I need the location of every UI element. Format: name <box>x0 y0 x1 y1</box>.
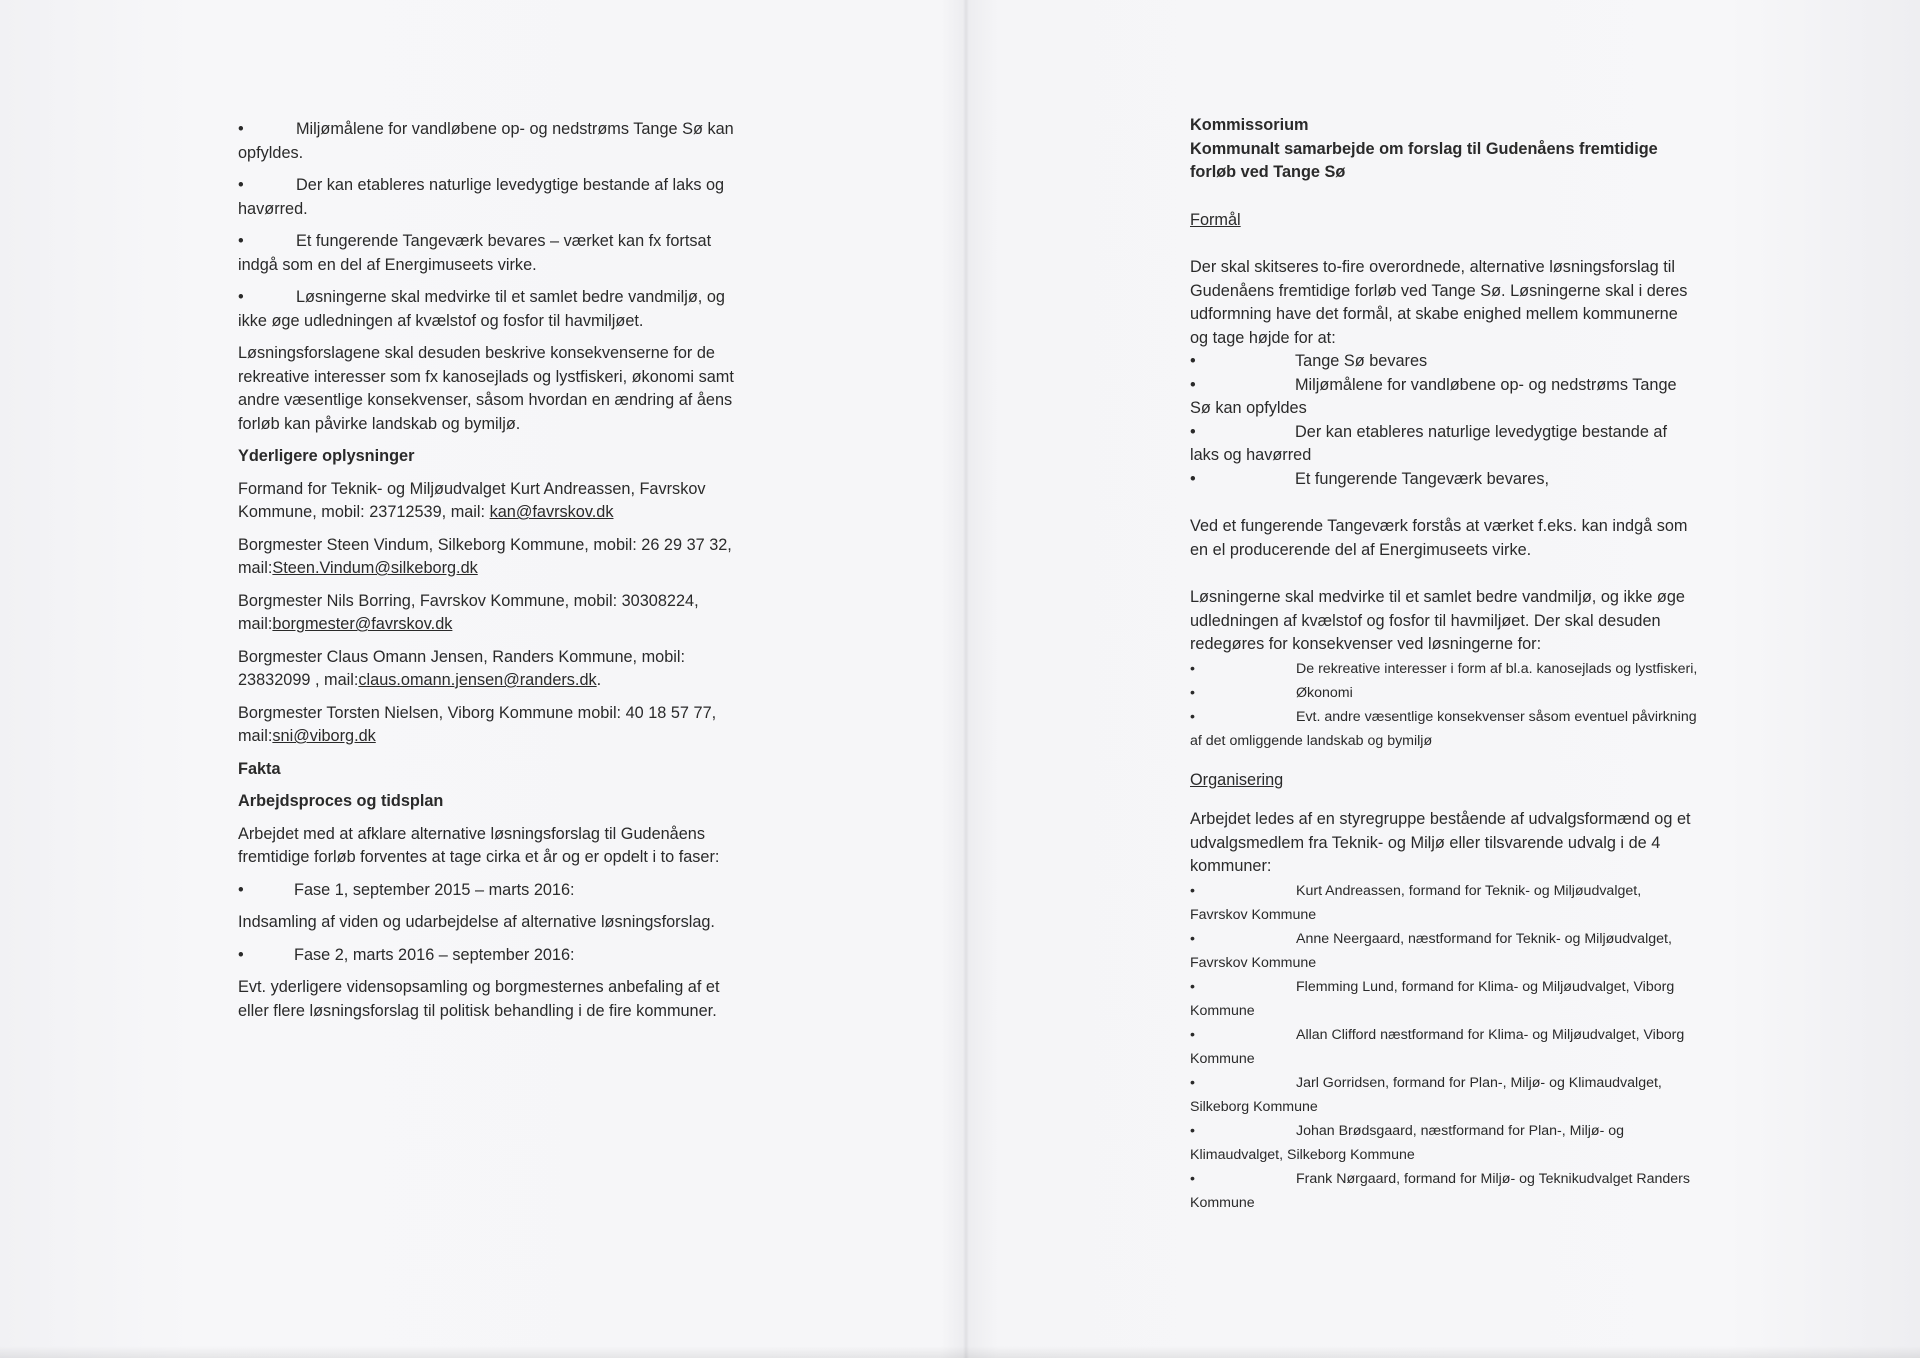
tangevaerk-paragraph: Ved et fungerende Tangeværk forstås at værket f.eks. kan indgå som en el producerende del af Energimuseets virke. <box>1190 517 1688 559</box>
member-bullet: • Flemming Lund, formand for Klima- og Miljøudvalget, Viborg Kommune <box>1190 978 1675 1019</box>
goal-bullet: • Der kan etableres naturlige levedygtige bestande af laks og havørred <box>1190 422 1667 464</box>
left-page <box>238 118 738 1032</box>
email-link[interactable]: kan@favrskov.dk <box>489 503 614 521</box>
phase1-text: Indsamling af viden og udarbejdelse af alternative løsningsforslag. <box>238 913 715 931</box>
phase2-text: Evt. yderligere vidensopsamling og borgmesternes anbefaling af et eller flere løsningsforslag til politisk behandling i de fire kommuner. <box>238 978 720 1020</box>
right-page <box>1190 114 1700 1215</box>
goal-bullet: • Miljømålene for vandløbene op- og nedstrøms Tange Sø kan opfyldes <box>1190 375 1677 417</box>
member-bullet: • Kurt Andreassen, formand for Teknik- og Miljøudvalget, Favrskov Kommune <box>1190 882 1642 923</box>
consequence-bullet: • De rekreative interesser i form af bl.a. kanosejlads og lystfiskeri, <box>1190 660 1698 677</box>
consequence-bullet: • Evt. andre væsentlige konsekvenser såsom eventuel påvirkning af det omliggende landskab og bymiljø <box>1190 708 1697 749</box>
formaal-paragraph: Der skal skitseres to-fire overordnede, alternative løsningsforslag til Gudenåens fremtidige forløb ved Tange Sø. Løsningerne skal i deres udformning have det formål, at skabe enighed mellem kommunerne og tage højde for at: <box>1190 258 1688 347</box>
goal-bullet: • Der kan etableres naturlige levedygtige bestande af laks og havørred. <box>238 176 725 218</box>
losninger-paragraph: Løsningerne skal medvirke til et samlet bedre vandmiljø, og ikke øge udledningen af kvælstof og fosfor til havmiljøet. Der skal desuden redegøres for konsekvenser ved løsningerne for: <box>1190 588 1685 653</box>
member-bullet: • Allan Clifford næstformand for Klima- og Miljøudvalget, Viborg Kommune <box>1190 1026 1685 1067</box>
heading-additional-info: Yderligere oplysninger <box>238 447 415 465</box>
phase-bullet: • Fase 1, september 2015 – marts 2016: <box>238 880 575 899</box>
doc-title: Kommissorium <box>1190 116 1309 134</box>
email-link[interactable]: borgmester@favrskov.dk <box>272 615 453 633</box>
goal-bullet: • Et fungerende Tangeværk bevares – værket kan fx fortsat indgå som en del af Energimuseets virke. <box>238 232 712 274</box>
heading-fakta: Fakta <box>238 759 281 778</box>
phase-bullet: • Fase 2, marts 2016 – september 2016: <box>238 945 575 964</box>
member-bullet: • Jarl Gorridsen, formand for Plan-, Miljø- og Klimaudvalget, Silkeborg Kommune <box>1190 1074 1662 1115</box>
member-bullet: • Frank Nørgaard, formand for Miljø- og Teknikudvalget Randers Kommune <box>1190 1170 1690 1211</box>
consequences-paragraph: Løsningsforslagene skal desuden beskrive konsekvenserne for de rekreative interesser som fx kanosejlads og lystfiskeri, økonomi samt andre væsentlige konsekvenser, såsom hvordan en ændring af åens forløb kan påvirke landskab og bymiljø. <box>238 344 734 433</box>
heading-formaal: Formål <box>1190 210 1241 229</box>
contact-entry: Borgmester Claus Omann Jensen, Randers Kommune, mobil: 23832099 , mail:claus.omann.jensen@randers.dk. <box>238 647 686 689</box>
contact-entry: Borgmester Torsten Nielsen, Viborg Kommune mobil: 40 18 57 77, mail:sni@viborg.dk <box>238 703 717 745</box>
goal-bullet: • Løsningerne skal medvirke til et samlet bedre vandmiljø, og ikke øge udledningen af kvælstof og fosfor til havmiljøet. <box>238 288 725 330</box>
heading-organisering: Organisering <box>1190 770 1284 789</box>
email-link[interactable]: Steen.Vindum@silkeborg.dk <box>272 559 478 577</box>
contact-entry: Formand for Teknik- og Miljøudvalget Kurt Andreassen, Favrskov Kommune, mobil: 23712539, mail: kan@favrskov.dk <box>238 479 706 521</box>
consequence-bullet: • Økonomi <box>1190 684 1353 701</box>
goal-bullet: • Miljømålene for vandløbene op- og nedstrøms Tange Sø kan opfyldes. <box>238 120 734 162</box>
goal-bullet: • Tange Sø bevares <box>1190 352 1428 370</box>
email-link[interactable]: claus.omann.jensen@randers.dk <box>358 671 597 689</box>
member-bullet: • Anne Neergaard, næstformand for Teknik- og Miljøudvalget, Favrskov Kommune <box>1190 930 1672 971</box>
member-bullet: • Johan Brødsgaard, næstformand for Plan-, Miljø- og Klimaudvalget, Silkeborg Kommune <box>1190 1122 1625 1163</box>
org-paragraph: Arbejdet ledes af en styregruppe bestående af udvalgsformænd og et udvalgsmedlem fra Teknik- og Miljø eller tilsvarende udvalg i de 4 kommuner: <box>1190 810 1691 875</box>
contact-entry: Borgmester Steen Vindum, Silkeborg Kommune, mobil: 26 29 37 32, mail:Steen.Vindum@silkeborg.dk <box>238 535 732 577</box>
email-link[interactable]: sni@viborg.dk <box>272 727 376 745</box>
doc-subtitle: Kommunalt samarbejde om forslag til Gudenåens fremtidige forløb ved Tange Sø <box>1190 139 1658 181</box>
process-paragraph: Arbejdet med at afklare alternative løsningsforslag til Gudenåens fremtidige forløb forventes at tage cirka et år og er opdelt i to faser: <box>238 824 720 866</box>
page-fold <box>963 0 969 1358</box>
page-bottom-edge <box>0 1346 1920 1358</box>
heading-process: Arbejdsproces og tidsplan <box>238 792 444 810</box>
goal-bullet: • Et fungerende Tangeværk bevares, <box>1190 469 1550 488</box>
contact-entry: Borgmester Nils Borring, Favrskov Kommune, mobil: 30308224, mail:borgmester@favrskov.dk <box>238 591 699 633</box>
